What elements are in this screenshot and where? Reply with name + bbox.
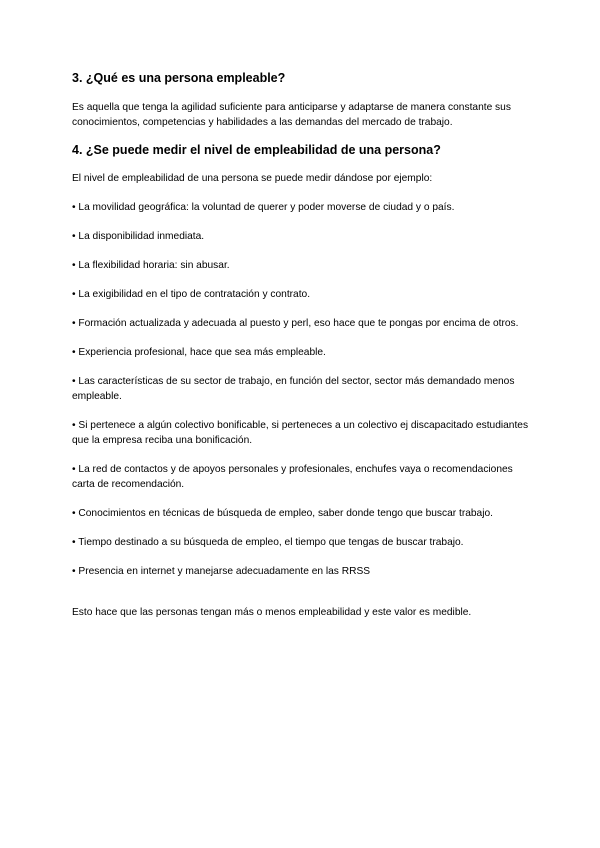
bullet-item-training: • Formación actualizada y adecuada al puesto y perl, eso hace que te pongas por encima de otros.	[72, 318, 519, 329]
bullet-item-job-search-skills: • Conocimientos en técnicas de búsqueda de empleo, saber donde tengo que buscar trabajo.	[72, 508, 493, 519]
section-4-intro: El nivel de empleabilidad de una persona se puede medir dándose por ejemplo:	[72, 173, 433, 184]
bullet-item-sector: • Las características de su sector de trabajo, en función del sector, sector más demandado menos empleable.	[72, 376, 515, 402]
document-page	[72, 70, 532, 620]
bullet-item-flexible-hours: • La flexibilidad horaria: sin abusar.	[72, 260, 230, 271]
section-4-heading: 4. ¿Se puede medir el nivel de empleabilidad de una persona?	[72, 143, 441, 157]
bullet-item-experience: • Experiencia profesional, hace que sea más empleable.	[72, 347, 326, 358]
section-3-body: Es aquella que tenga la agilidad suficiente para anticiparse y adaptarse de manera constante sus conocimientos, competencias y habilidades a las demandas del mercado de trabajo.	[72, 102, 511, 128]
bullet-item-contacts: • La red de contactos y de apoyos personales y profesionales, enchufes vaya o recomendaciones carta de recomendación.	[72, 464, 513, 490]
bullet-item-geographic-mobility: • La movilidad geográfica: la voluntad de querer y poder moverse de ciudad y o país.	[72, 202, 455, 213]
bullet-item-contract-requirements: • La exigibilidad en el tipo de contratación y contrato.	[72, 289, 311, 300]
bullet-item-bonus-group: • Si pertenece a algún colectivo bonificable, si perteneces a un colectivo ej discapacitado estudiantes que la empresa reciba una bonificación.	[72, 420, 529, 446]
bullet-item-availability: • La disponibilidad inmediata.	[72, 231, 205, 242]
section-4-closing: Esto hace que las personas tengan más o menos empleabilidad y este valor es medible.	[72, 607, 472, 618]
bullet-item-online-presence: • Presencia en internet y manejarse adecuadamente en las RRSS	[72, 566, 371, 577]
section-3-heading: 3. ¿Qué es una persona empleable?	[72, 71, 286, 85]
bullet-item-search-time: • Tiempo destinado a su búsqueda de empleo, el tiempo que tengas de buscar trabajo.	[72, 537, 464, 548]
